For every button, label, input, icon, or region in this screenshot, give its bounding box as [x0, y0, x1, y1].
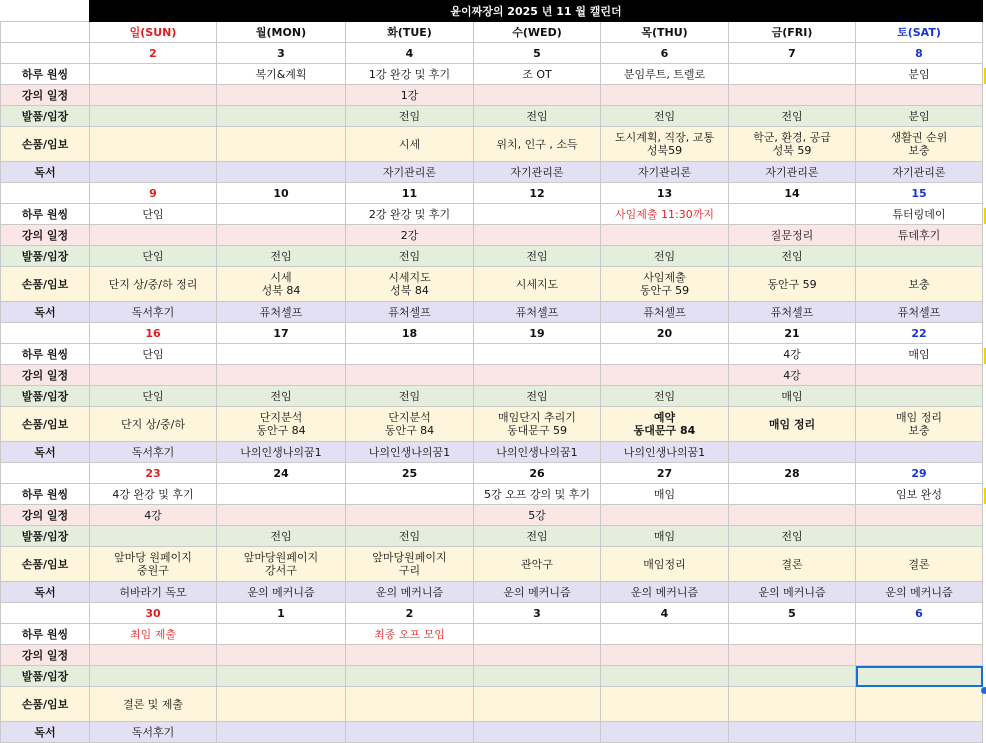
cell-reading[interactable]: 자기관리론	[601, 162, 729, 183]
weekday-header-0[interactable]: 일(SUN)	[90, 22, 217, 43]
cell-lecture[interactable]: 질문정리	[729, 225, 856, 246]
cell-reading[interactable]: 퓨처셀프	[474, 302, 601, 323]
cell-study[interactable]: 결론	[729, 547, 856, 582]
cell-daily[interactable]	[217, 484, 346, 505]
cell-lecture[interactable]	[474, 225, 601, 246]
cell-daily[interactable]: 임보 완성	[856, 484, 983, 505]
row-label-study[interactable]: 손품/임보	[1, 127, 90, 162]
cell-lecture[interactable]	[474, 85, 601, 106]
cell-study[interactable]: 단지 상/중/하	[90, 407, 217, 442]
date-cell[interactable]: 20	[601, 323, 729, 344]
cell-reading[interactable]	[729, 722, 856, 743]
row-label-reading[interactable]: 독서	[1, 722, 90, 743]
cell-lecture[interactable]	[856, 85, 983, 106]
cell-lecture[interactable]	[729, 85, 856, 106]
cell-study[interactable]: 매임 정리	[729, 407, 856, 442]
cell-lecture[interactable]	[346, 505, 474, 526]
row-study	[1, 127, 983, 162]
cell-study[interactable]: 보충	[856, 267, 983, 302]
date-cell[interactable]: 15	[856, 183, 983, 204]
cell-reading[interactable]: 허바라기 독모	[90, 582, 217, 603]
cell-reading[interactable]	[90, 162, 217, 183]
row-daily	[1, 344, 983, 365]
cell-reading[interactable]: 퓨처셀프	[601, 302, 729, 323]
corner-cell[interactable]	[1, 1, 90, 22]
cell-daily[interactable]	[217, 344, 346, 365]
row-label-field[interactable]: 발품/임장	[1, 386, 90, 407]
cell-daily[interactable]	[729, 484, 856, 505]
cell-field[interactable]	[856, 246, 983, 267]
date-row-label-cell[interactable]	[1, 183, 90, 204]
date-cell[interactable]: 28	[729, 463, 856, 484]
cell-lecture[interactable]	[474, 365, 601, 386]
cell-field[interactable]: 전임	[474, 386, 601, 407]
cell-field[interactable]: 단임	[90, 246, 217, 267]
cell-field[interactable]	[729, 666, 856, 687]
cell-study[interactable]	[601, 687, 729, 722]
calendar-title[interactable]: 윤이짜장의 2025 년 11 월 캘린더	[90, 1, 983, 22]
weekday-header-4[interactable]: 목(THU)	[601, 22, 729, 43]
weekday-header-row	[1, 22, 983, 43]
cell-study[interactable]: 단지 상/중/하 정리	[90, 267, 217, 302]
cell-reading[interactable]	[856, 722, 983, 743]
cell-study[interactable]: 생활권 순위 보충	[856, 127, 983, 162]
cell-lecture[interactable]	[856, 505, 983, 526]
cell-study[interactable]	[474, 687, 601, 722]
row-label-lecture[interactable]: 강의 일정	[1, 645, 90, 666]
row-label-reading[interactable]: 독서	[1, 582, 90, 603]
cell-daily[interactable]: 최종 오프 모임	[346, 624, 474, 645]
cell-reading[interactable]: 독서후기	[90, 722, 217, 743]
cell-daily[interactable]: 최임 제출	[90, 624, 217, 645]
weekday-header-6[interactable]: 토(SAT)	[856, 22, 983, 43]
cell-study[interactable]: 단지분석 동안구 84	[217, 407, 346, 442]
cell-daily[interactable]	[346, 484, 474, 505]
date-cell[interactable]: 29	[856, 463, 983, 484]
cell-field[interactable]: 분임	[856, 106, 983, 127]
weekday-header-1[interactable]: 월(MON)	[217, 22, 346, 43]
row-label-field[interactable]: 발품/임장	[1, 666, 90, 687]
cell-study[interactable]: 앞마당원페이지 강서구	[217, 547, 346, 582]
row-lecture	[1, 85, 983, 106]
cell-daily[interactable]: 분임	[856, 64, 983, 85]
date-cell[interactable]: 1	[217, 603, 346, 624]
row-label-study[interactable]: 손품/임보	[1, 547, 90, 582]
cell-field[interactable]: 전임	[217, 386, 346, 407]
date-cell[interactable]: 22	[856, 323, 983, 344]
row-study	[1, 407, 983, 442]
cell-daily[interactable]	[346, 344, 474, 365]
cell-field[interactable]: 전임	[346, 106, 474, 127]
row-label-daily[interactable]: 하루 원씽	[1, 64, 90, 85]
cell-lecture[interactable]	[346, 365, 474, 386]
row-label-lecture[interactable]: 강의 일정	[1, 365, 90, 386]
date-cell[interactable]: 7	[729, 43, 856, 64]
cell-field[interactable]: 전임	[474, 526, 601, 547]
cell-study[interactable]: 단지분석 동안구 84	[346, 407, 474, 442]
cell-lecture[interactable]: 5강	[474, 505, 601, 526]
cell-lecture[interactable]	[217, 225, 346, 246]
cell-study[interactable]: 동안구 59	[729, 267, 856, 302]
date-cell[interactable]: 23	[90, 463, 217, 484]
row-label-daily[interactable]: 하루 원씽	[1, 484, 90, 505]
cell-study[interactable]: 위치, 인구 , 소득	[474, 127, 601, 162]
cell-reading[interactable]	[217, 162, 346, 183]
cell-reading[interactable]: 자기관리론	[346, 162, 474, 183]
cell-study[interactable]: 시세지도 성북 84	[346, 267, 474, 302]
cell-daily[interactable]: 복기&계획	[217, 64, 346, 85]
cell-lecture[interactable]: 1강	[346, 85, 474, 106]
cell-reading[interactable]: 운의 메커니즘	[601, 582, 729, 603]
cell-lecture[interactable]: 4강	[90, 505, 217, 526]
cell-reading[interactable]: 나의인생나의꿈1	[601, 442, 729, 463]
cell-daily[interactable]	[601, 624, 729, 645]
cell-reading[interactable]: 나의인생나의꿈1	[217, 442, 346, 463]
date-cell[interactable]: 12	[474, 183, 601, 204]
cell-daily[interactable]: 분임루트, 트렐로	[601, 64, 729, 85]
cell-field[interactable]: 전임	[346, 526, 474, 547]
cell-lecture[interactable]: 튜데후기	[856, 225, 983, 246]
cell-field[interactable]: 매임	[601, 526, 729, 547]
cell-lecture[interactable]	[856, 645, 983, 666]
cell-lecture[interactable]	[729, 505, 856, 526]
cell-reading[interactable]: 독서후기	[90, 302, 217, 323]
row-label-study[interactable]: 손품/임보	[1, 407, 90, 442]
row-label-lecture[interactable]: 강의 일정	[1, 225, 90, 246]
cell-study[interactable]: 결론	[856, 547, 983, 582]
cell-daily[interactable]: 5강 오프 강의 및 후기	[474, 484, 601, 505]
row-label-field[interactable]: 발품/임장	[1, 106, 90, 127]
date-cell[interactable]: 26	[474, 463, 601, 484]
cell-daily[interactable]: 조 OT	[474, 64, 601, 85]
cell-reading[interactable]: 퓨처셀프	[729, 302, 856, 323]
cell-field[interactable]	[856, 386, 983, 407]
row-lecture	[1, 645, 983, 666]
row-daily	[1, 204, 983, 225]
cell-study[interactable]	[346, 687, 474, 722]
row-label-field[interactable]: 발품/임장	[1, 526, 90, 547]
cell-daily[interactable]	[856, 624, 983, 645]
cell-study[interactable]: 결론 및 제출	[90, 687, 217, 722]
cell-reading[interactable]: 나의인생나의꿈1	[474, 442, 601, 463]
cell-field[interactable]	[90, 106, 217, 127]
row-label-lecture[interactable]: 강의 일정	[1, 85, 90, 106]
row-lecture	[1, 365, 983, 386]
cell-reading[interactable]	[601, 722, 729, 743]
row-study	[1, 547, 983, 582]
cell-lecture[interactable]	[601, 85, 729, 106]
date-cell[interactable]: 11	[346, 183, 474, 204]
cell-reading[interactable]: 자기관리론	[856, 162, 983, 183]
cell-reading[interactable]: 자기관리론	[474, 162, 601, 183]
cell-daily[interactable]	[729, 204, 856, 225]
row-label-field[interactable]: 발품/임장	[1, 246, 90, 267]
cell-reading[interactable]: 운의 메커니즘	[217, 582, 346, 603]
date-row-label-cell[interactable]	[1, 43, 90, 64]
cell-reading[interactable]: 퓨처셀프	[856, 302, 983, 323]
cell-daily[interactable]: 4강 완강 및 후기	[90, 484, 217, 505]
cell-daily[interactable]: 4강	[729, 344, 856, 365]
row-daily	[1, 64, 983, 85]
cell-daily[interactable]: 2강 완강 및 후기	[346, 204, 474, 225]
cell-lecture[interactable]	[90, 85, 217, 106]
row-reading	[1, 442, 983, 463]
date-cell[interactable]: 4	[601, 603, 729, 624]
cell-field[interactable]: 전임	[346, 246, 474, 267]
cell-study[interactable]: 앞마당 원페이지 중원구	[90, 547, 217, 582]
date-cell[interactable]: 17	[217, 323, 346, 344]
cell-lecture[interactable]: 2강	[346, 225, 474, 246]
row-label-reading[interactable]: 독서	[1, 302, 90, 323]
cell-lecture[interactable]	[474, 645, 601, 666]
cell-reading[interactable]: 운의 메커니즘	[856, 582, 983, 603]
date-cell[interactable]: 10	[217, 183, 346, 204]
cell-reading[interactable]	[217, 722, 346, 743]
cell-lecture[interactable]	[601, 505, 729, 526]
cell-daily[interactable]	[601, 344, 729, 365]
date-cell[interactable]: 24	[217, 463, 346, 484]
cell-lecture[interactable]	[346, 645, 474, 666]
date-cell[interactable]: 30	[90, 603, 217, 624]
cell-field[interactable]: 단임	[90, 386, 217, 407]
cell-study[interactable]: 예약 동대문구 84	[601, 407, 729, 442]
cell-field[interactable]: 전임	[601, 106, 729, 127]
cell-lecture[interactable]	[856, 365, 983, 386]
date-cell[interactable]: 19	[474, 323, 601, 344]
row-field	[1, 246, 983, 267]
header-blank-cell[interactable]	[1, 22, 90, 43]
date-cell[interactable]: 6	[601, 43, 729, 64]
cell-daily[interactable]	[474, 204, 601, 225]
cell-reading[interactable]	[346, 722, 474, 743]
title-row	[1, 1, 983, 22]
date-row	[1, 183, 983, 204]
cell-reading[interactable]: 운의 메커니즘	[346, 582, 474, 603]
row-label-study[interactable]: 손품/임보	[1, 267, 90, 302]
weekday-header-3[interactable]: 수(WED)	[474, 22, 601, 43]
cell-daily[interactable]: 매임	[856, 344, 983, 365]
date-cell[interactable]: 3	[474, 603, 601, 624]
date-cell[interactable]: 25	[346, 463, 474, 484]
cell-daily[interactable]	[217, 624, 346, 645]
cell-field[interactable]: 전임	[729, 526, 856, 547]
cell-daily[interactable]: 매임	[601, 484, 729, 505]
cell-field[interactable]: 전임	[474, 246, 601, 267]
row-label-daily[interactable]: 하루 원씽	[1, 624, 90, 645]
row-field	[1, 386, 983, 407]
date-cell[interactable]: 18	[346, 323, 474, 344]
date-cell[interactable]: 2	[90, 43, 217, 64]
date-cell[interactable]: 8	[856, 43, 983, 64]
weekday-header-5[interactable]: 금(FRI)	[729, 22, 856, 43]
date-cell[interactable]: 21	[729, 323, 856, 344]
cell-study[interactable]: 매임정리	[601, 547, 729, 582]
cell-lecture[interactable]	[601, 645, 729, 666]
cell-daily[interactable]: 단임	[90, 344, 217, 365]
cell-study[interactable]: 시세지도	[474, 267, 601, 302]
date-cell[interactable]: 16	[90, 323, 217, 344]
cell-study[interactable]: 사임제출 동안구 59	[601, 267, 729, 302]
date-row-label-cell[interactable]	[1, 323, 90, 344]
date-cell[interactable]: 3	[217, 43, 346, 64]
cell-study[interactable]: 매임단지 추리기 동대문구 59	[474, 407, 601, 442]
cell-field[interactable]: 전임	[346, 386, 474, 407]
cell-lecture[interactable]	[729, 645, 856, 666]
date-cell[interactable]: 14	[729, 183, 856, 204]
row-study	[1, 687, 983, 722]
cell-reading[interactable]	[474, 722, 601, 743]
date-cell[interactable]: 9	[90, 183, 217, 204]
cell-study[interactable]: 학군, 환경, 공급 성북 59	[729, 127, 856, 162]
cell-study[interactable]: 시세	[346, 127, 474, 162]
cell-field[interactable]: 전임	[729, 106, 856, 127]
cell-lecture[interactable]	[90, 225, 217, 246]
cell-field[interactable]: 매임	[729, 386, 856, 407]
cell-daily[interactable]	[729, 624, 856, 645]
row-label-reading[interactable]: 독서	[1, 442, 90, 463]
row-field	[1, 666, 983, 687]
row-lecture	[1, 225, 983, 246]
cell-lecture[interactable]	[90, 645, 217, 666]
cell-daily[interactable]: 사임제출 11:30까지	[601, 204, 729, 225]
cell-daily[interactable]	[474, 344, 601, 365]
cell-field[interactable]: 전임	[729, 246, 856, 267]
cell-daily[interactable]	[90, 64, 217, 85]
cell-lecture[interactable]	[217, 85, 346, 106]
cell-study[interactable]	[729, 687, 856, 722]
cell-study[interactable]: 도시계획, 직장, 교통 성북59	[601, 127, 729, 162]
cell-field[interactable]	[474, 666, 601, 687]
row-label-daily[interactable]: 하루 원씽	[1, 344, 90, 365]
date-row	[1, 463, 983, 484]
cell-daily[interactable]: 단임	[90, 204, 217, 225]
cell-lecture[interactable]: 4강	[729, 365, 856, 386]
date-cell[interactable]: 4	[346, 43, 474, 64]
date-row	[1, 323, 983, 344]
cell-lecture[interactable]	[90, 365, 217, 386]
row-reading	[1, 162, 983, 183]
date-cell[interactable]: 2	[346, 603, 474, 624]
cell-lecture[interactable]	[601, 365, 729, 386]
cell-field[interactable]: 전임	[217, 246, 346, 267]
row-field	[1, 526, 983, 547]
cell-field[interactable]	[217, 106, 346, 127]
cell-reading[interactable]: 퓨처셀프	[346, 302, 474, 323]
cell-field[interactable]: 전임	[217, 526, 346, 547]
cell-field[interactable]	[601, 666, 729, 687]
cell-daily[interactable]	[729, 64, 856, 85]
cell-study[interactable]: 앞마당원페이지 구리	[346, 547, 474, 582]
date-cell[interactable]: 13	[601, 183, 729, 204]
cell-study[interactable]	[90, 127, 217, 162]
cell-lecture[interactable]	[601, 225, 729, 246]
selection-fill-handle[interactable]	[981, 687, 986, 694]
row-label-reading[interactable]: 독서	[1, 162, 90, 183]
cell-lecture[interactable]	[217, 645, 346, 666]
cell-study[interactable]: 매임 정리 보충	[856, 407, 983, 442]
cell-field[interactable]: 전임	[601, 386, 729, 407]
row-label-lecture[interactable]: 강의 일정	[1, 505, 90, 526]
cell-reading[interactable]: 운의 메커니즘	[729, 582, 856, 603]
cell-reading[interactable]	[856, 442, 983, 463]
cell-field[interactable]: 전임	[601, 246, 729, 267]
date-cell[interactable]: 27	[601, 463, 729, 484]
row-daily	[1, 484, 983, 505]
row-label-daily[interactable]: 하루 원씽	[1, 204, 90, 225]
row-reading	[1, 722, 983, 743]
cell-reading[interactable]: 나의인생나의꿈1	[346, 442, 474, 463]
cell-reading[interactable]	[729, 442, 856, 463]
cell-study[interactable]	[217, 127, 346, 162]
cell-reading[interactable]: 독서후기	[90, 442, 217, 463]
cell-reading[interactable]: 운의 메커니즘	[474, 582, 601, 603]
cell-lecture[interactable]	[217, 505, 346, 526]
cell-daily[interactable]: 1강 완강 및 후기	[346, 64, 474, 85]
row-study	[1, 267, 983, 302]
cell-field[interactable]	[90, 666, 217, 687]
row-lecture	[1, 505, 983, 526]
cell-daily[interactable]	[474, 624, 601, 645]
cell-field[interactable]	[90, 526, 217, 547]
cell-field[interactable]	[346, 666, 474, 687]
row-label-study[interactable]: 손품/임보	[1, 687, 90, 722]
cell-field[interactable]	[217, 666, 346, 687]
cell-field[interactable]: 전임	[474, 106, 601, 127]
row-daily	[1, 624, 983, 645]
date-row-label-cell[interactable]	[1, 603, 90, 624]
row-reading	[1, 582, 983, 603]
cell-study[interactable]: 관악구	[474, 547, 601, 582]
row-field	[1, 106, 983, 127]
cell-field[interactable]	[856, 666, 983, 687]
date-row	[1, 603, 983, 624]
cell-field[interactable]	[856, 526, 983, 547]
cell-study[interactable]	[856, 687, 983, 722]
cell-study[interactable]	[217, 687, 346, 722]
cell-lecture[interactable]	[217, 365, 346, 386]
cell-daily[interactable]	[217, 204, 346, 225]
cell-study[interactable]: 시세 성북 84	[217, 267, 346, 302]
weekday-header-2[interactable]: 화(TUE)	[346, 22, 474, 43]
date-cell[interactable]: 5	[474, 43, 601, 64]
row-reading	[1, 302, 983, 323]
date-row-label-cell[interactable]	[1, 463, 90, 484]
cell-reading[interactable]: 자기관리론	[729, 162, 856, 183]
date-row	[1, 43, 983, 64]
cell-reading[interactable]: 퓨처셀프	[217, 302, 346, 323]
date-cell[interactable]: 6	[856, 603, 983, 624]
cell-daily[interactable]: 튜터링데이	[856, 204, 983, 225]
date-cell[interactable]: 5	[729, 603, 856, 624]
